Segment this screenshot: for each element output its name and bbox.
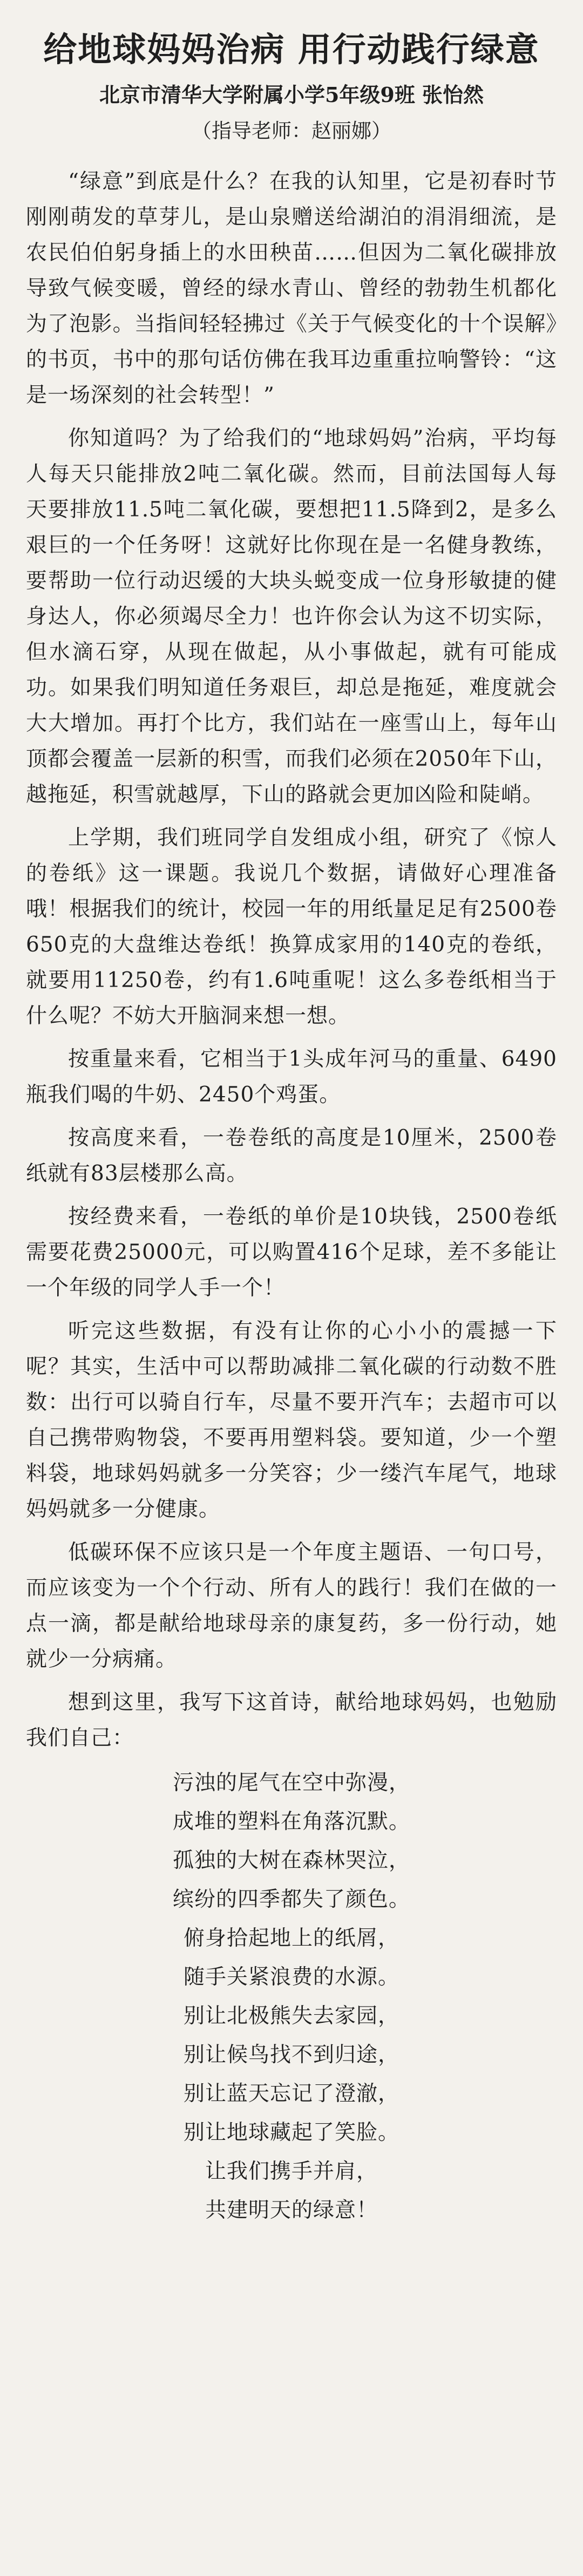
poem-line: 随手关紧浪费的水源。 <box>183 1965 399 1989</box>
paragraph-5: 按高度来看，一卷卷纸的高度是10厘米，2500卷纸就有83层楼那么高。 <box>26 1126 557 1186</box>
poem-line: 污浊的尾气在空中弥漫， <box>172 1771 410 1795</box>
poem-line: 别让北极熊失去家园， <box>183 2004 399 2028</box>
poem-line: 让我们携手并肩， <box>205 2159 378 2184</box>
paragraph-3: 上学期，我们班同学自发组成小组，研究了《惊人的卷纸》这一课题。我说几个数据，请做好心理准备哦！根据我们的统计，校园一年的用纸量足足有2500卷650克的大盘维达卷纸！换算成家用的140克的卷纸，就要用11250卷，约有1.6吨重呢！这么多卷纸相当于什么呢？不妨大开脑洞来想一想。 <box>26 826 557 1028</box>
paragraph-2: 你知道吗？为了给我们的“地球妈妈”治病，平均每人每天只能排放2吨二氧化碳。然而，目前法国每人每天要排放11.5吨二氧化碳，要想把11.5降到2，是多么艰巨的一个任务呀！这就好比你现在是一名健身教练，要帮助一位行动迟缓的大块头蜕变成一位身形敏捷的健身达人，你必须竭尽全力！也许你会认为这不切实际，但水滴石穿，从现在做起，从小事做起，就有可能成功。如果我们明知道任务艰巨，却总是拖延，难度就会大大增加。再打个比方，我们站在一座雪山上，每年山顶都会覆盖一层新的积雪，而我们必须在2050年下山，越拖延，积雪就越厚，下山的路就会更加凶险和陡峭。 <box>26 426 557 807</box>
advisor-credit: （指导老师：赵丽娜） <box>192 119 391 142</box>
article-title: 给地球妈妈治病 用行动践行绿意 <box>43 30 540 69</box>
poem-line: 别让地球藏起了笑脸。 <box>183 2120 399 2145</box>
author-byline: 北京市清华大学附属小学5年级9班 张怡然 <box>99 83 484 107</box>
paragraph-4: 按重量来看，它相当于1头成年河马的重量、6490瓶我们喝的牛奶、2450个鸡蛋。 <box>26 1047 557 1107</box>
article-body <box>26 164 557 1756</box>
poem-line: 缤纷的四季都失了颜色。 <box>172 1887 410 1912</box>
paragraph-7: 听完这些数据，有没有让你的心小小的震撼一下呢？其实，生活中可以帮助减排二氧化碳的行动数不胜数：出行可以骑自行车，尽量不要开汽车；去超市可以自己携带购物袋，不要再用塑料袋。要知道，少一个塑料袋，地球妈妈就多一分笑容；少一缕汽车尾气，地球妈妈就多一分健康。 <box>26 1319 557 1521</box>
poem-line: 孤独的大树在森林哭泣， <box>172 1848 410 1873</box>
poem-line: 俯身拾起地上的纸屑， <box>183 1926 399 1950</box>
poem-line: 别让候鸟找不到归途， <box>183 2043 399 2067</box>
poem-line: 共建明天的绿意！ <box>205 2198 378 2222</box>
paragraph-8: 低碳环保不应该只是一个年度主题语、一句口号，而应该变为一个个行动、所有人的践行！我们在做的一点一滴，都是献给地球母亲的康复药，多一份行动，她就少一分病痛。 <box>26 1540 557 1671</box>
poem-line: 成堆的塑料在角落沉默。 <box>172 1810 410 1834</box>
paragraph-1: “绿意”到底是什么？在我的认知里，它是初春时节刚刚萌发的草芽儿，是山泉赠送给湖泊的涓涓细流，是农民伯伯躬身插上的水田秧苗……但因为二氧化碳排放导致气候变暖，曾经的绿水青山、曾经的勃勃生机都化为了泡影。当指间轻轻拂过《关于气候变化的十个误解》的书页，书中的那句话仿佛在我耳边重重拉响警铃：“这是一场深刻的社会转型！” <box>26 169 557 407</box>
paragraph-9: 想到这里，我写下这首诗，献给地球妈妈，也勉励我们自己： <box>26 1690 557 1750</box>
poem-line: 别让蓝天忘记了澄澈， <box>183 2082 399 2106</box>
paragraph-6: 按经费来看，一卷纸的单价是10块钱，2500卷纸需要花费25000元，可以购置416个足球，差不多能让一个年级的同学人手一个！ <box>26 1205 557 1300</box>
poem <box>26 1764 557 2230</box>
